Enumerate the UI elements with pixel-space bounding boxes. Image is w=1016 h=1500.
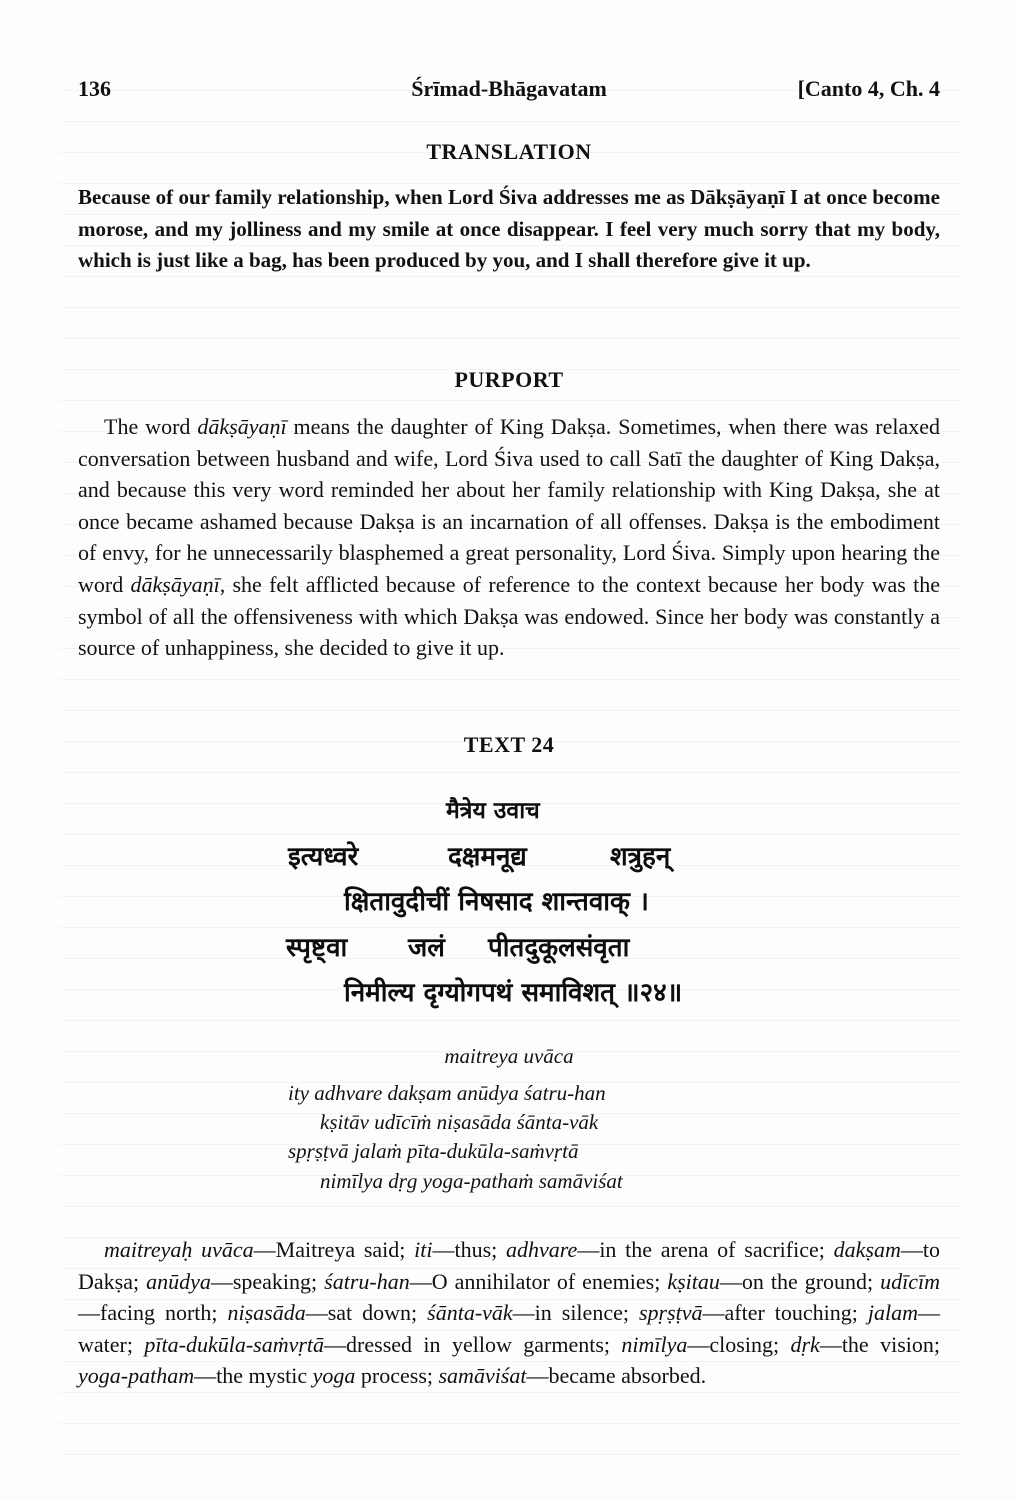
- sanskrit-word: स्पृष्ट्वा: [286, 933, 348, 963]
- synonym-meaning: —sat down;: [305, 1300, 428, 1325]
- synonym-meaning: —became absorbed.: [526, 1363, 707, 1388]
- synonym-meaning: —after touching;: [702, 1300, 868, 1325]
- purport-term: dākṣāyaṇī: [197, 414, 287, 439]
- book-title: Śrīmad-Bhāgavatam: [411, 76, 607, 101]
- synonym-meaning: —to Dakṣa;: [78, 1237, 940, 1294]
- translation-text: Because of our family relationship, when Lord Śiva addresses me as Dākṣāyaṇī I at once become morose, and my jolliness and my smile at once disappear. I feel very much sorry that my body, which is just like a bag, has been produced by you, and I shall therefore give it up.: [78, 185, 940, 272]
- sanskrit-speaker: मैत्रेय उवाच: [446, 798, 540, 824]
- synonym-meaning: —in the arena of sacrifice;: [577, 1237, 834, 1262]
- synonym-word: adhvare: [506, 1237, 578, 1262]
- sanskrit-word: दक्षमनूद्य: [448, 842, 527, 872]
- synonym-word: iti: [414, 1237, 433, 1262]
- synonym-word: dṛk: [790, 1331, 820, 1357]
- synonym-meaning: —speaking;: [210, 1268, 325, 1294]
- transliteration-line: kṣitāv udīcīṁ niṣasāda śānta-vāk: [320, 1110, 599, 1134]
- purport-term: dākṣāyaṇī,: [130, 571, 226, 597]
- synonym-meaning: —the mystic: [194, 1363, 313, 1388]
- sanskrit-word: इत्यध्वरे: [288, 842, 359, 872]
- synonym-word: śānta-vāk: [427, 1300, 513, 1325]
- sanskrit-word: शत्रुहन्: [610, 842, 671, 872]
- translation-heading: TRANSLATION: [426, 139, 592, 164]
- synonym-meaning: —the vision;: [819, 1331, 940, 1357]
- synonym-meaning: —dressed in yellow garments;: [324, 1331, 622, 1357]
- synonym-word: anūdya: [146, 1268, 211, 1294]
- synonym-meaning: —Maitreya said;: [253, 1237, 415, 1262]
- transliteration-line: spṛṣṭvā jalaṁ pīta-dukūla-saṁvṛtā: [288, 1139, 579, 1163]
- synonym-word: śatru-han: [324, 1268, 410, 1294]
- purport-segment: she felt afflicted because of reference to the context because her body was the symbol of all the offensiveness with which Dakṣa was endowed. Since her body was constantly a source of unhappiness, she decided to give it up.: [78, 571, 940, 661]
- transliteration-line: ity adhvare dakṣam anūdya śatru-han: [288, 1081, 606, 1105]
- synonym-word: udīcīm: [880, 1268, 940, 1294]
- transliteration-speaker: maitreya uvāca: [444, 1044, 574, 1068]
- purport-segment: The word: [104, 414, 198, 439]
- synonym-meaning: —water;: [78, 1300, 940, 1357]
- page-number: 136: [78, 76, 111, 101]
- sanskrit-line-2: क्षितावुदीचीं निषसाद शान्तवाक् ।: [344, 887, 649, 917]
- synonym-meaning: —closing;: [687, 1331, 791, 1357]
- running-header: [78, 76, 940, 110]
- synonym-word: yoga: [312, 1363, 356, 1388]
- synonym-meaning: —facing north;: [78, 1300, 228, 1325]
- synonym-meaning: process;: [355, 1363, 439, 1388]
- synonym-word: yoga-patham: [78, 1363, 195, 1388]
- synonym-word: nimīlya: [621, 1331, 688, 1357]
- synonym-word: kṣitau: [667, 1268, 720, 1294]
- sanskrit-word: पीतदुकूलसंवृता: [488, 933, 630, 963]
- sanskrit-word: जलं: [408, 933, 445, 963]
- synonym-word: niṣasāda: [227, 1300, 306, 1325]
- synonym-word: dakṣam: [833, 1237, 901, 1262]
- sanskrit-line-4: निमील्य दृग्योगपथं समाविशत् ॥२४॥: [344, 978, 683, 1008]
- transliteration-line: nimīlya dṛg yoga-pathaṁ samāviśat: [320, 1169, 623, 1193]
- synonym-word: maitreyaḥ uvāca: [104, 1237, 254, 1262]
- purport-heading: PURPORT: [454, 367, 564, 392]
- purport-text: [78, 411, 940, 664]
- purport-segment: means the daughter of King Dakṣa. Sometimes, when there was relaxed conversation between husband and wife, Lord Śiva used to call Satī the daughter of King Dakṣa, and because this very word reminded her about her family relationship with King Dakṣa, she at once became ashamed because Dakṣa is an incarnation of all offenses. Dakṣa is the embodiment of envy, for he unnecessarily blasphemed a great personality, Lord Śiva. Simply upon hearing the word: [78, 414, 940, 597]
- synonym-meaning: —in silence;: [512, 1300, 639, 1325]
- synonym-word: jalam: [867, 1300, 918, 1325]
- synonym-word: samāviśat: [438, 1363, 527, 1388]
- synonym-meaning: —O annihilator of enemies;: [409, 1268, 668, 1294]
- canto-chapter: [Canto 4, Ch. 4: [797, 76, 940, 101]
- text-number-heading: TEXT 24: [463, 732, 555, 757]
- synonym-word: spṛṣṭvā: [638, 1300, 703, 1325]
- word-for-word-synonyms: [78, 1234, 940, 1392]
- synonym-meaning: —on the ground;: [719, 1268, 881, 1294]
- synonym-word: pīta-dukūla-saṁvṛtā: [144, 1331, 325, 1357]
- synonym-meaning: —thus;: [432, 1237, 507, 1262]
